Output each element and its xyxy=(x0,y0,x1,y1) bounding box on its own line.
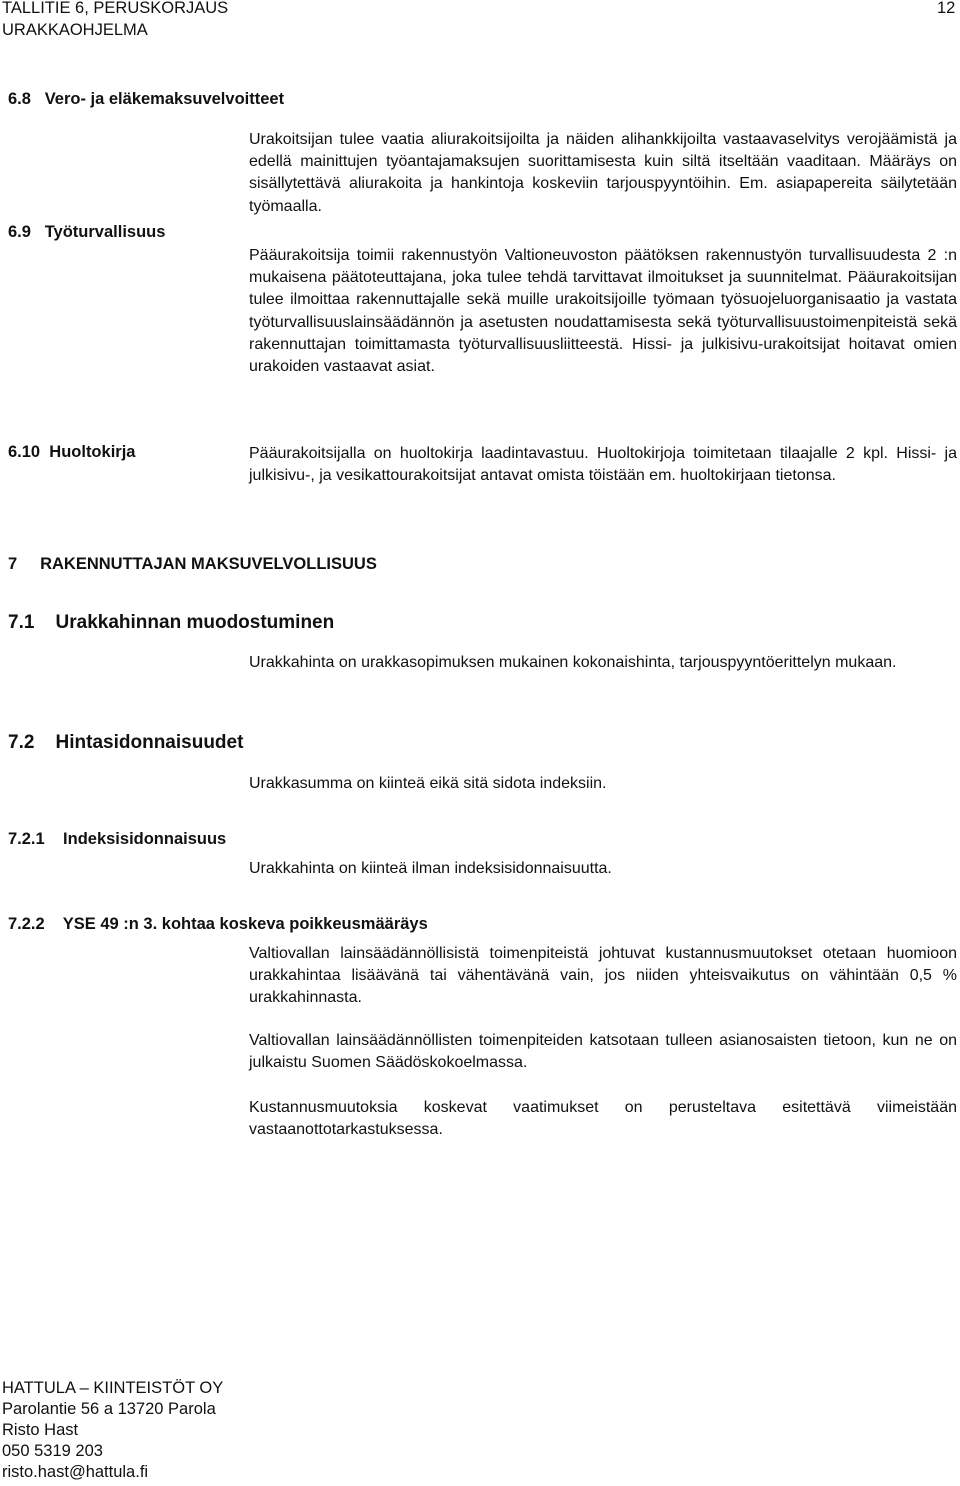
paragraph-6-10: Pääurakoitsijalla on huoltokirja laadintavastuu. Huoltokirjoja toimitetaan tilaajalle 2 kpl. Hissi- ja julkisivu-, ja vesikattourakoitsijat antavat omista töistään em. huoltokirjaan tietonsa. xyxy=(249,445,957,485)
header-subtitle: URAKKAOHJELMA xyxy=(2,21,148,39)
footer-email: risto.hast@hattula.fi xyxy=(2,1463,149,1481)
header-title: TALLITIE 6, PERUSKORJAUS xyxy=(2,0,229,17)
heading-7: 7 RAKENNUTTAJAN MAKSUVELVOLLISUUS xyxy=(8,555,377,573)
page-number: 12 xyxy=(937,0,956,17)
heading-6-8: 6.8 Vero- ja eläkemaksuvelvoitteet xyxy=(8,90,285,108)
footer-org: HATTULA – KIINTEISTÖT OY xyxy=(2,1379,224,1397)
paragraph-7-2-2-a: Valtiovallan lainsäädännöllisistä toimenpiteistä johtuvat kustannusmuutokset otetaan huomioon urakkahintaa lisäävänä tai vähentävänä vain, jos niiden yhteisvaikutus on vähintään 0,5 % urakkahinnasta. xyxy=(249,945,957,1007)
heading-7-1: 7.1 Urakkahinnan muodostuminen xyxy=(8,612,335,633)
paragraph-7-2-1: Urakkahinta on kiinteä ilman indeksisidonnaisuutta. xyxy=(249,860,612,877)
paragraph-7-1: Urakkahinta on urakkasopimuksen mukainen kokonaishinta, tarjouspyyntöerittelyn mukaan. xyxy=(249,654,897,671)
footer-phone: 050 5319 203 xyxy=(2,1442,103,1460)
footer-person: Risto Hast xyxy=(2,1421,79,1439)
paragraph-6-9: Pääurakoitsija toimii rakennustyön Valtioneuvoston päätöksen rakennustyön turvallisuudesta 2 :n mukaisena päätoteuttajana, joka tulee tehdä tarvittavat ilmoitukset ja suunnitelmat. Pääurakoitsijan tulee ilmoittaa rakennuttajalle sekä muille urakoitsijoille työmaan työsuojeluorganisaatio ja vastata työturvallisuuslainsäädännön ja asetusten noudattamisesta sekä työturvallisuustoimenpiteistä sekä rakennuttajan toimittamasta työturvallisuusliitteestä. Hissi- ja julkisivu-urakoitsijat hoitavat omien urakoiden vastaavat asiat. xyxy=(249,247,957,376)
heading-7-2: 7.2 Hintasidonnaisuudet xyxy=(8,732,244,753)
footer xyxy=(2,1378,223,1483)
heading-6-9: 6.9 Työturvallisuus xyxy=(8,223,166,241)
paragraph-7-2-2-c: Kustannusmuutoksia koskevat vaatimukset on perusteltava esitettävä viimeistään vastaanottotarkastuksessa. xyxy=(249,1099,957,1139)
heading-7-2-1: 7.2.1 Indeksisidonnaisuus xyxy=(8,830,227,848)
footer-address: Parolantie 56 a 13720 Parola xyxy=(2,1400,216,1418)
heading-6-10: 6.10 Huoltokirja xyxy=(8,443,136,461)
paragraph-7-2-2-b: Valtiovallan lainsäädännöllisten toimenpiteiden katsotaan tulleen asianosaisten tietoon, kun ne on julkaistu Suomen Säädöskokoelmassa. xyxy=(249,1032,957,1072)
paragraph-6-8: Urakoitsijan tulee vaatia aliurakoitsijoilta ja näiden alihankkijoilta vastaavaselvitys verojäämistä ja edellä mainittujen työantajamaksujen suorittamisesta kuin siltä itseltään vaaditaan. Määräys on sisällytettävä aliurakoita ja hankintoja koskeviin tarjouspyyntöihin. Em. asiapapereita säilytetään työmaalla. xyxy=(249,131,957,215)
heading-7-2-2: 7.2.2 YSE 49 :n 3. kohtaa koskeva poikkeusmääräys xyxy=(8,915,428,933)
paragraph-7-2: Urakkasumma on kiinteä eikä sitä sidota indeksiin. xyxy=(249,775,607,792)
